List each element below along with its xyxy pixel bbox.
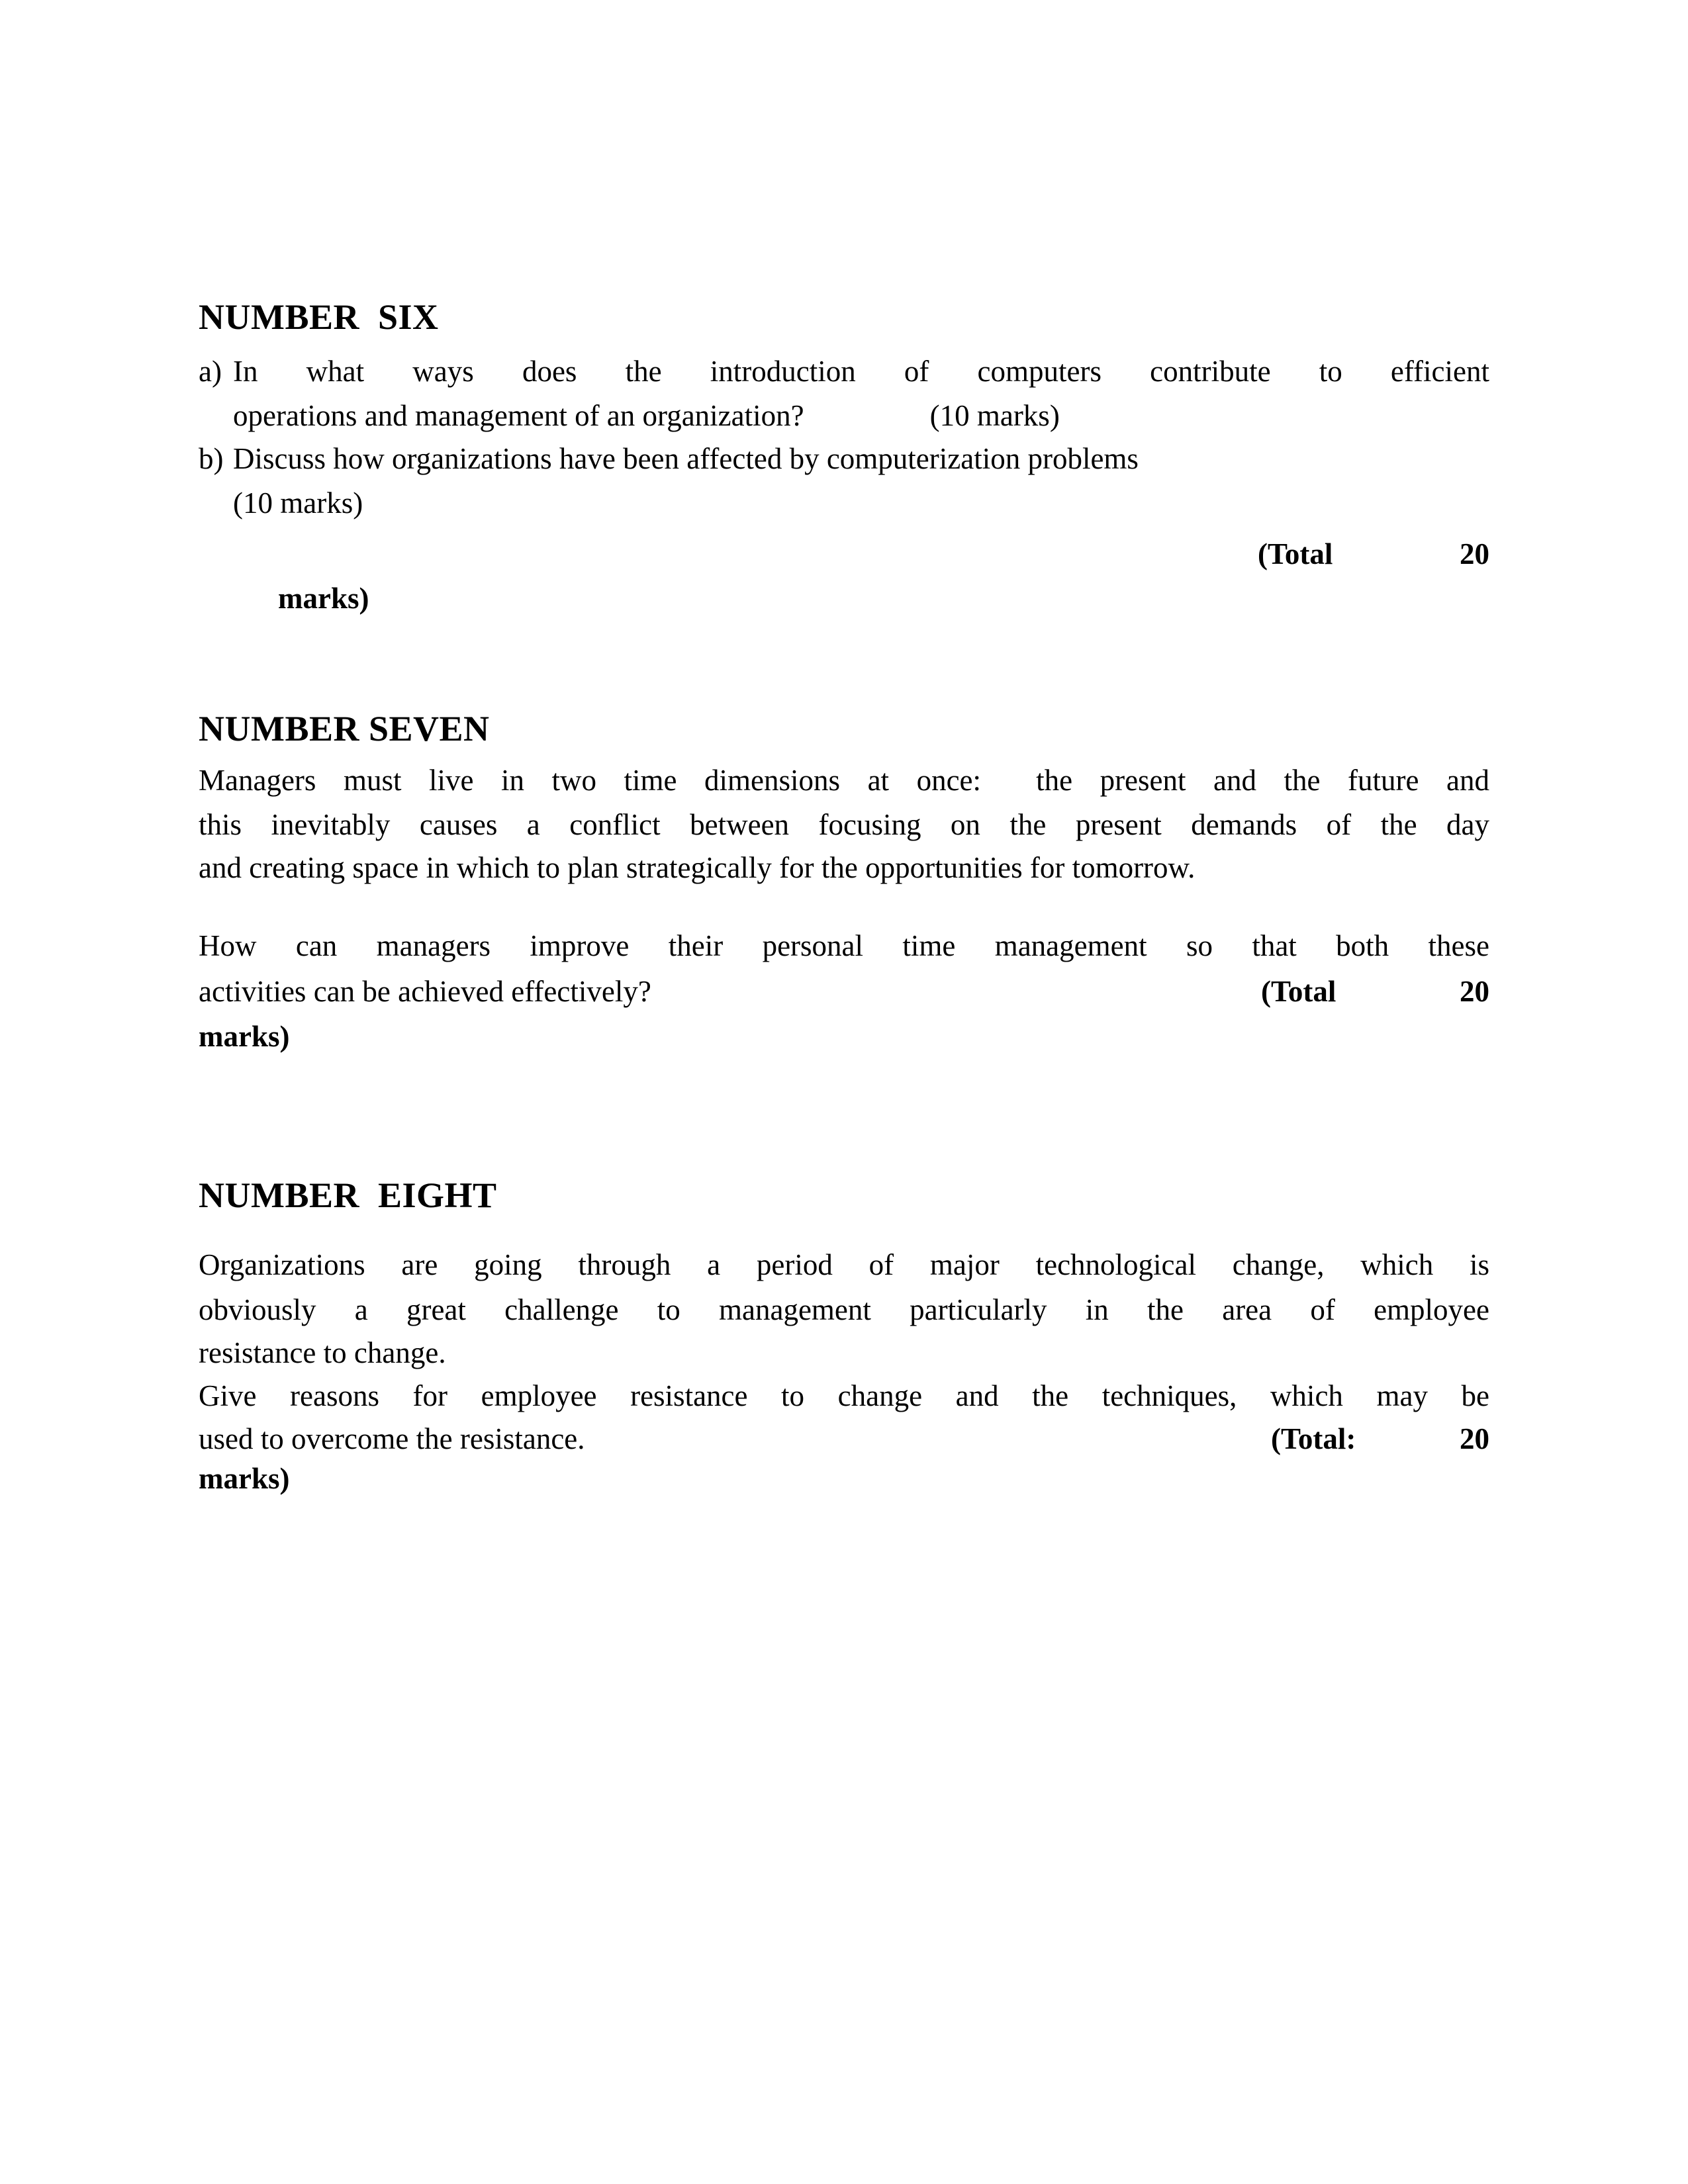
section-six-total-line [199, 532, 1489, 576]
para1-line3-text: and creating space in which to plan strategically for the opportunities for tomorrow. [199, 851, 1196, 884]
section-eight-heading: NUMBER EIGHT [199, 1175, 497, 1215]
para1-line1-text: Managers must live in two time dimensions at once: the present and the future and [199, 764, 1489, 797]
question-6a-marks: (10 marks) [929, 399, 1060, 432]
section-seven-heading: NUMBER SEVEN [199, 709, 490, 749]
question-6b-line2 [199, 481, 1489, 525]
tab-spacer [804, 425, 930, 426]
para-line1-text: Organizations are going through a period of major technological change, which is [199, 1248, 1489, 1281]
section-eight-line3 [199, 1331, 1489, 1375]
list-marker-a: a) [199, 355, 222, 388]
question-6b-line1 [199, 437, 1489, 481]
section-eight-line4 [199, 1374, 1489, 1418]
question-6a-text: In what ways does the introduction of computers contribute to efficient [233, 355, 1489, 388]
section-seven-para1-line2 [199, 803, 1489, 847]
section-eight-line5 [199, 1417, 1489, 1461]
total-value: 20 [1460, 975, 1489, 1008]
section-six-total [1258, 532, 1489, 576]
para2-line1-text: How can managers improve their personal time management so that both these [199, 929, 1489, 962]
question-6a-continuation [233, 394, 1489, 438]
section-eight-marks-line [199, 1457, 1489, 1501]
para-line3-text: resistance to change. [199, 1336, 446, 1369]
section-eight-line1 [199, 1243, 1489, 1287]
total-value: 20 [1460, 1422, 1489, 1455]
question-6b-text: Discuss how organizations have been affected by computerization problems [233, 442, 1139, 475]
total-label: (Total: [1271, 1422, 1356, 1455]
section-seven-para1-line1 [199, 758, 1489, 803]
question-6b-marks: (10 marks) [233, 486, 363, 520]
para-line5-text: used to overcome the resistance. [199, 1422, 585, 1455]
total-value: 20 [1460, 537, 1489, 570]
question-6a-line1 [199, 349, 1489, 394]
marks-label: marks) [199, 1020, 290, 1053]
para1-line2-text: this inevitably causes a conflict between focusing on the present demands of the day [199, 808, 1489, 841]
marks-label: marks) [278, 582, 369, 615]
section-six-heading: NUMBER SIX [199, 297, 439, 337]
section-seven-para2-line1 [199, 924, 1489, 968]
section-eight-total [1271, 1417, 1489, 1461]
marks-label: marks) [199, 1462, 290, 1495]
question-6a-line2 [199, 394, 1489, 438]
section-seven-total [1261, 970, 1489, 1014]
para-line4-text: Give reasons for employee resistance to change and the techniques, which may be [199, 1379, 1489, 1412]
section-seven-para1-line3 [199, 846, 1489, 890]
section-seven-para2-line2 [199, 970, 1489, 1014]
section-eight-line2 [199, 1288, 1489, 1332]
list-marker-b: b) [199, 442, 224, 475]
question-6a-continuation-text: operations and management of an organization? [233, 399, 804, 432]
total-label: (Total [1258, 537, 1333, 570]
section-seven-marks-line [199, 1015, 1489, 1059]
section-six-marks-line [199, 576, 1489, 621]
total-label: (Total [1261, 975, 1336, 1008]
para2-line2-text: activities can be achieved effectively? [199, 975, 651, 1008]
para-line2-text: obviously a great challenge to management particularly in the area of employee [199, 1293, 1489, 1326]
